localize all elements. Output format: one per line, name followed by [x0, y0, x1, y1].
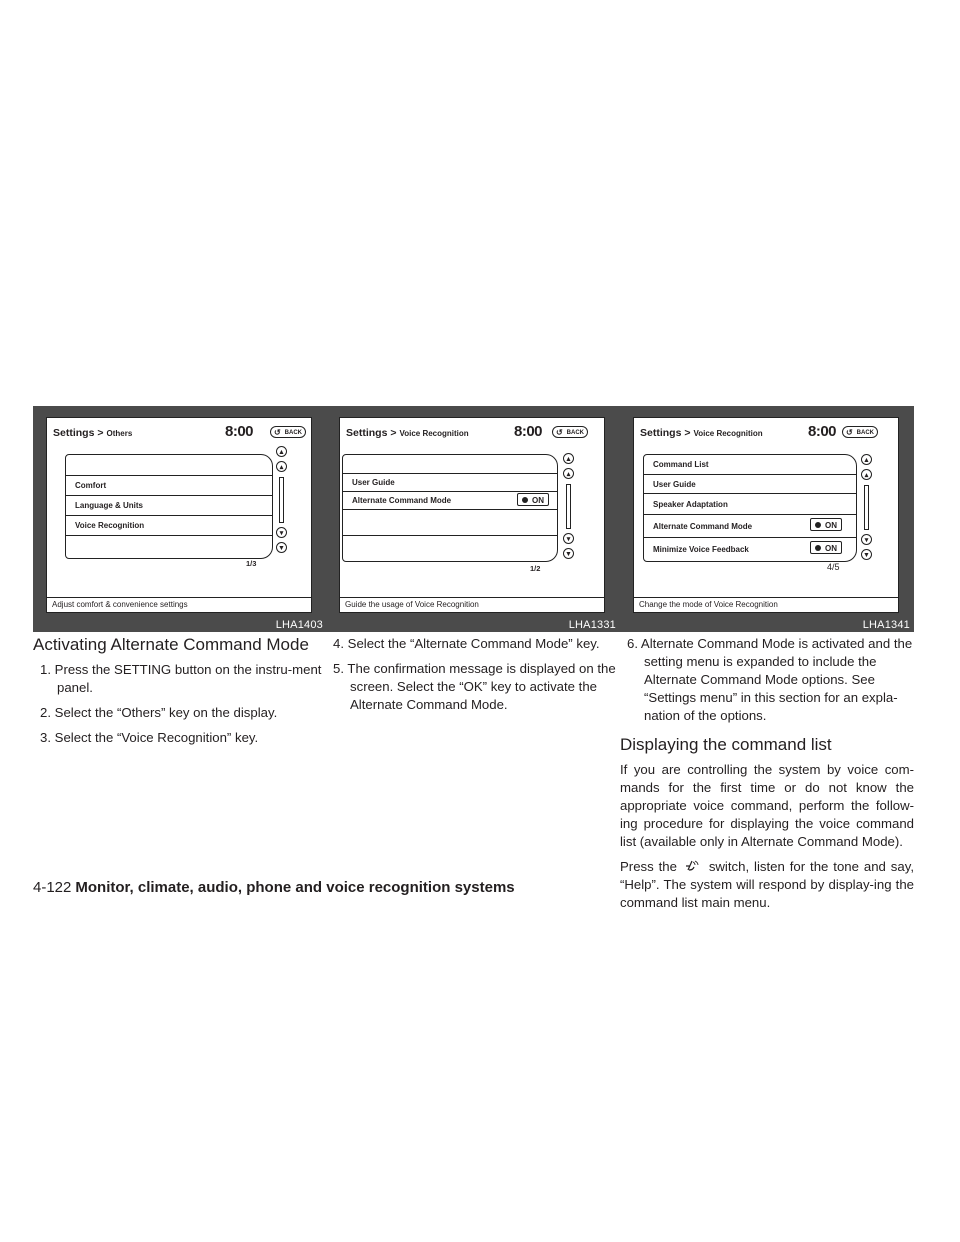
page-indicator: 1/3: [246, 559, 257, 568]
screen: [633, 417, 899, 613]
step-5: 5. The confirmation message is displayed on the screen. Select the “OK” key to activate the Alternate Command Mode.: [333, 661, 616, 712]
scroll-up-icon[interactable]: ▴: [861, 469, 872, 480]
menu-item-user-guide[interactable]: User Guide: [343, 473, 557, 491]
screen-header: [47, 418, 311, 446]
on-toggle-button[interactable]: ON: [517, 493, 549, 506]
menu-list: [342, 454, 558, 562]
section-heading: Displaying the command list: [620, 735, 832, 754]
paragraph-lead: Press the: [620, 859, 677, 874]
back-button[interactable]: ↺ BACK: [842, 426, 878, 438]
step-3: 3. Select the “Voice Recognition” key.: [40, 730, 259, 745]
step-4: 4. Select the “Alternate Command Mode” key.: [333, 636, 600, 651]
scroll-up-icon[interactable]: ▴: [276, 461, 287, 472]
scroll-track[interactable]: [864, 485, 869, 530]
scroll-track[interactable]: [566, 484, 571, 529]
screen: [46, 417, 312, 613]
paragraph: [620, 858, 914, 912]
column-3: [620, 635, 914, 919]
back-button[interactable]: ↺ BACK: [552, 426, 588, 438]
step-1: 1. Press the SETTING button on the instru-ment panel.: [40, 662, 322, 695]
page-down-icon[interactable]: ▼: [276, 542, 287, 553]
clock: 8:00: [514, 423, 543, 440]
menu-item-comfort[interactable]: Comfort: [66, 475, 272, 495]
menu-list: [643, 454, 857, 562]
scrollbar[interactable]: [861, 454, 873, 574]
back-button[interactable]: ↺ BACK: [270, 426, 306, 438]
chapter-title: Monitor, climate, audio, phone and voice recognition systems: [75, 879, 515, 896]
menu-item[interactable]: [66, 455, 272, 475]
scrollbar[interactable]: [563, 453, 575, 573]
clock: 8:00: [225, 423, 254, 440]
menu-item[interactable]: [343, 455, 557, 473]
help-text: Adjust comfort & convenience settings: [47, 597, 311, 612]
page-number: 4-122: [33, 879, 72, 896]
page-up-icon[interactable]: ▲: [563, 453, 574, 464]
figure-voice-recognition-settings: [326, 406, 620, 632]
menu-item-speaker-adaptation[interactable]: Speaker Adaptation: [644, 493, 856, 514]
menu-list: [65, 454, 273, 559]
screen-title: Settings >: [53, 427, 104, 439]
talk-switch-icon: [682, 858, 704, 870]
paragraph-rest: switch, listen for the tone and say, “Help”. The system will respond by display-ing the command list main menu.: [620, 859, 914, 910]
screen-title: Settings >: [640, 427, 691, 439]
screen: [339, 417, 605, 613]
menu-item-user-guide[interactable]: User Guide: [644, 474, 856, 493]
screen-title: Settings >: [346, 427, 397, 439]
menu-item-alternate-command-mode[interactable]: Alternate Command Mode: [343, 491, 557, 509]
section-heading: Activating Alternate Command Mode: [33, 635, 309, 654]
page-up-icon[interactable]: ▲: [861, 454, 872, 465]
menu-item[interactable]: [343, 509, 557, 535]
step-2: 2. Select the “Others” key on the display.: [40, 705, 278, 720]
screen-header: [634, 418, 898, 446]
screen-header: [340, 418, 604, 446]
talk-switch-icon-svg: [682, 858, 704, 872]
scroll-up-icon[interactable]: ▴: [563, 468, 574, 479]
page-footer: [33, 879, 515, 896]
on-toggle-button[interactable]: ON: [810, 541, 842, 554]
page-down-icon[interactable]: ▼: [861, 549, 872, 560]
menu-item-minimize-voice-feedback[interactable]: Minimize Voice Feedback: [644, 537, 856, 560]
menu-item[interactable]: [66, 535, 272, 557]
page-indicator: 4/5: [827, 562, 840, 572]
figure-others-settings: [33, 406, 327, 632]
on-toggle-button[interactable]: ON: [810, 518, 842, 531]
screen-subtitle: Voice Recognition: [399, 429, 469, 438]
figure-code: LHA1331: [568, 619, 616, 631]
page-down-icon[interactable]: ▼: [563, 548, 574, 559]
page-indicator: 1/2: [530, 564, 541, 573]
column-2: [326, 635, 616, 721]
menu-item-command-list[interactable]: Command List: [653, 460, 709, 469]
menu-item-alternate-command-mode[interactable]: Alternate Command Mode: [644, 514, 856, 537]
figure-code: LHA1403: [275, 619, 323, 631]
menu-item-language-units[interactable]: Language & Units: [66, 495, 272, 515]
figure-expanded-voice-settings: [620, 406, 914, 632]
scroll-down-icon[interactable]: ▾: [276, 527, 287, 538]
menu-item-voice-recognition[interactable]: Voice Recognition: [66, 515, 272, 535]
help-text: Change the mode of Voice Recognition: [634, 597, 898, 612]
scroll-down-icon[interactable]: ▾: [563, 533, 574, 544]
step-6: 6. Alternate Command Mode is activated and the setting menu is expanded to include the Alternate Command Mode options. See “Settings menu” in this section for an expla-nation of the options.: [627, 636, 913, 723]
screen-subtitle: Others: [106, 429, 133, 438]
page-up-icon[interactable]: ▲: [276, 446, 287, 457]
help-text: Guide the usage of Voice Recognition: [340, 597, 604, 612]
scroll-down-icon[interactable]: ▾: [861, 534, 872, 545]
scroll-track[interactable]: [279, 477, 284, 523]
screen-subtitle: Voice Recognition: [693, 429, 763, 438]
column-1: [33, 635, 328, 754]
paragraph: If you are controlling the system by voice com-mands for the first time or do not know the appropriate voice command, perform the follow-ing procedure for displaying the voice command list (available only in Alternate Command Mode).: [620, 762, 914, 849]
figure-code: LHA1341: [862, 619, 910, 631]
menu-item[interactable]: [343, 535, 557, 560]
clock: 8:00: [808, 423, 837, 440]
scrollbar[interactable]: [276, 446, 288, 566]
